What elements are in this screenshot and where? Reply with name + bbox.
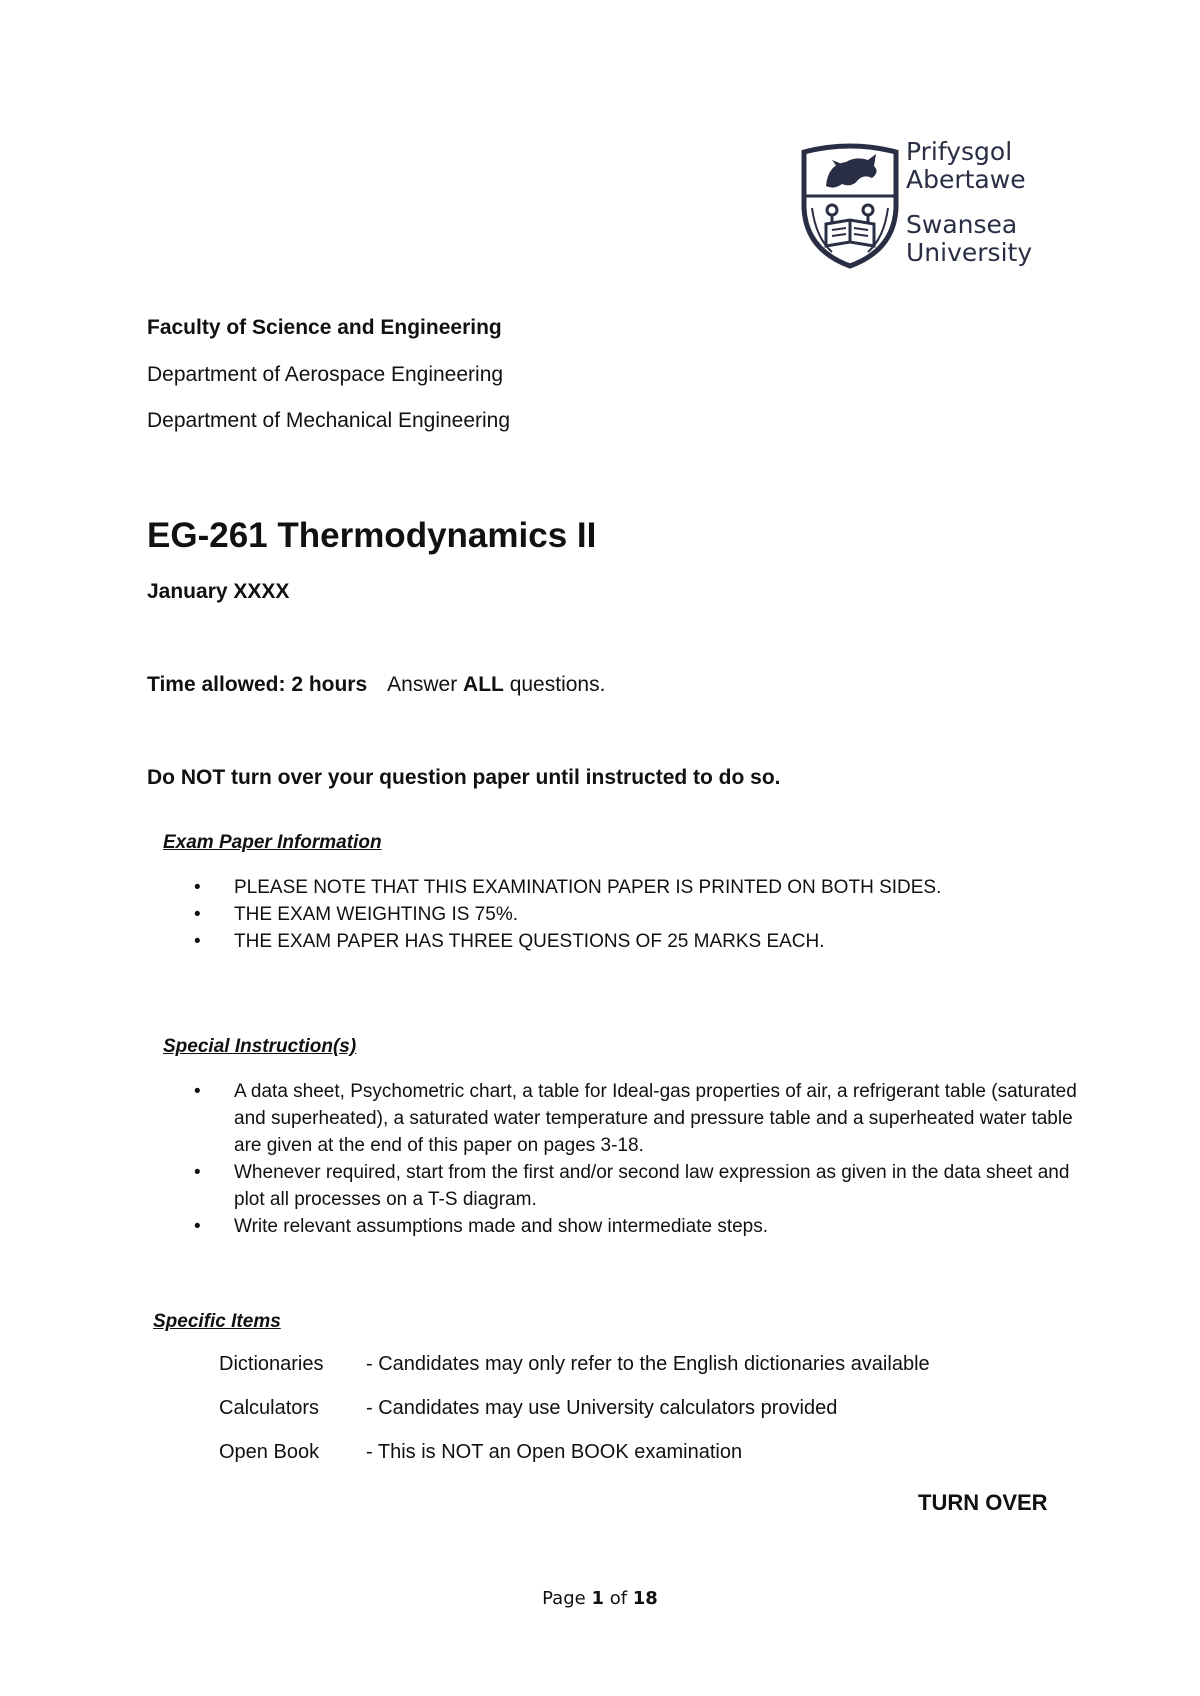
table-row [219, 1441, 930, 1485]
total-pages: 18 [632, 1588, 658, 1609]
logo-line-english-2: University [906, 238, 1033, 267]
table-row [219, 1353, 930, 1397]
course-title: EG-261 Thermodynamics II [147, 516, 597, 555]
answer-all-emphasis: ALL [463, 673, 504, 696]
faculty-name: Faculty of Science and Engineering [147, 316, 502, 339]
list-item: • PLEASE NOTE THAT THIS EXAMINATION PAPER IS PRINTED ON BOTH SIDES. [234, 874, 1134, 901]
page-number: 1 [591, 1588, 604, 1609]
item-key: Calculators [219, 1397, 320, 1419]
of-word: of [603, 1588, 633, 1609]
department-aerospace: Department of Aerospace Engineering [147, 363, 504, 386]
item-value: - Candidates may use University calculators provided [366, 1397, 838, 1419]
department-mechanical: Department of Mechanical Engineering [147, 409, 511, 432]
bullet-icon: • [194, 1081, 201, 1102]
do-not-turn-warning: Do NOT turn over your question paper until instructed to do so. [147, 766, 781, 789]
logo-line-welsh-1: Prifysgol [906, 137, 1013, 166]
bullet-icon: • [194, 1162, 201, 1183]
shield-crest-icon [798, 138, 902, 270]
list-item: • A data sheet, Psychometric chart, a table for Ideal-gas properties of air, a refrigerant table (saturated and superheated), a saturated water temperature and pressure table and a superheated water table are given at the end of this paper on pages 3-18. [234, 1078, 1094, 1159]
list-item: • THE EXAM WEIGHTING IS 75%. [234, 901, 1134, 928]
special-instructions-list [194, 1078, 1094, 1240]
bullet-icon: • [194, 877, 201, 898]
specific-items-table [219, 1353, 930, 1485]
university-logo [798, 138, 1038, 270]
specific-items-heading: Specific Items [153, 1311, 281, 1332]
page-word: Page [542, 1588, 592, 1609]
turn-over-label: TURN OVER [918, 1490, 1048, 1515]
exam-info-list [194, 874, 1134, 955]
answer-prefix: Answer [387, 673, 464, 696]
item-value: - This is NOT an Open BOOK examination [366, 1441, 743, 1463]
list-item: • THE EXAM PAPER HAS THREE QUESTIONS OF 25 MARKS EACH. [234, 928, 1134, 955]
bullet-icon: • [194, 931, 201, 952]
item-key: Open Book [219, 1441, 320, 1463]
bullet-icon: • [194, 904, 201, 925]
list-item: • Write relevant assumptions made and show intermediate steps. [234, 1213, 1094, 1240]
exam-info-heading: Exam Paper Information [163, 832, 382, 853]
special-instructions-heading: Special Instruction(s) [163, 1036, 357, 1057]
bullet-icon: • [194, 1216, 201, 1237]
exam-date: January XXXX [147, 580, 290, 603]
item-value: - Candidates may only refer to the English dictionaries available [366, 1353, 930, 1375]
answer-suffix: questions. [503, 673, 606, 696]
time-allowed-line [147, 673, 605, 697]
logo-line-welsh-2: Abertawe [906, 165, 1026, 194]
table-row [219, 1397, 930, 1441]
time-allowed-label: Time allowed: 2 hours [147, 673, 368, 696]
item-key: Dictionaries [219, 1353, 324, 1375]
page-footer [0, 1588, 1200, 1609]
list-item: • Whenever required, start from the first and/or second law expression as given in the data sheet and plot all processes on a T-S diagram. [234, 1159, 1094, 1213]
logo-line-english-1: Swansea [906, 210, 1018, 239]
